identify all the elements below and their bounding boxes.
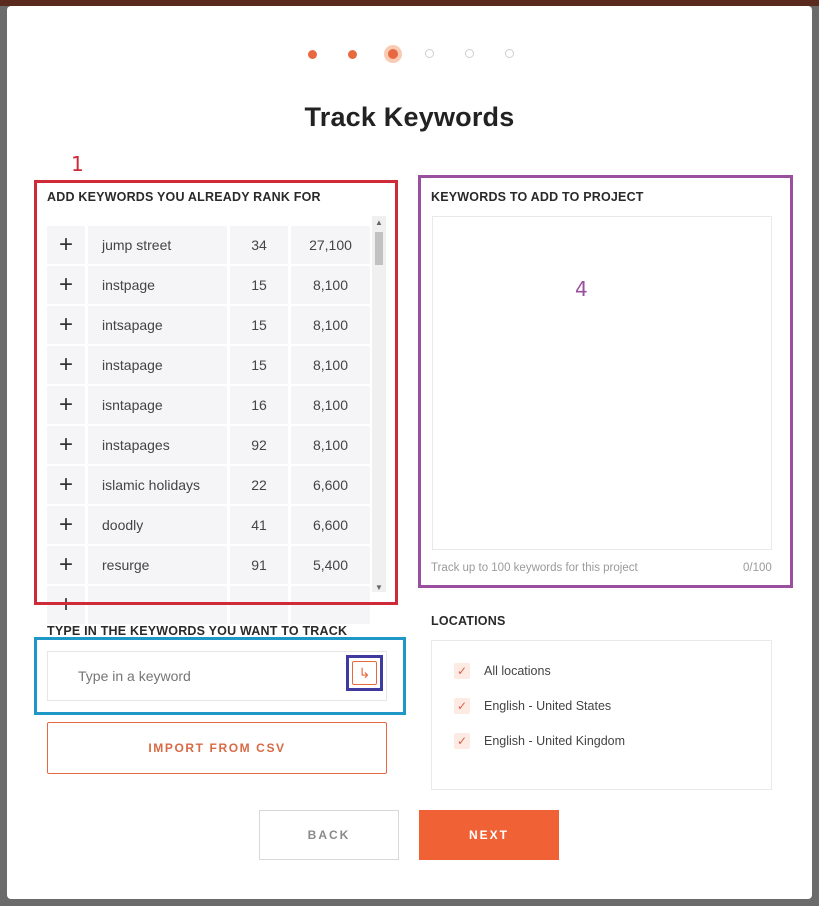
- step-dot-2[interactable]: [348, 50, 357, 59]
- keyword-rank: 15: [230, 306, 288, 344]
- annotation-1: 1: [71, 152, 84, 176]
- keyword-rank: 15: [230, 266, 288, 304]
- scroll-down-arrow-icon[interactable]: ▼: [375, 583, 383, 592]
- keyword-volume: 8,100: [291, 386, 370, 424]
- page-title: Track Keywords: [304, 102, 515, 132]
- checkbox-checked-icon[interactable]: ✓: [454, 663, 470, 679]
- keyword-text: resurge: [88, 546, 227, 584]
- add-keyword-icon[interactable]: +: [47, 586, 85, 624]
- keyword-limit-hint: Track up to 100 keywords for this project: [431, 562, 638, 574]
- keyword-rank: 91: [230, 546, 288, 584]
- step-dot-5: [465, 49, 474, 58]
- annotation-box-1: [34, 180, 398, 605]
- keyword-volume: 27,100: [291, 226, 370, 264]
- add-keyword-icon[interactable]: +: [47, 506, 85, 544]
- step-dot-3-current[interactable]: [388, 49, 398, 59]
- add-keyword-icon[interactable]: +: [47, 306, 85, 344]
- checkbox-checked-icon[interactable]: ✓: [454, 733, 470, 749]
- step-dot-1[interactable]: [308, 50, 317, 59]
- add-keyword-icon[interactable]: +: [47, 386, 85, 424]
- annotation-box-3: [346, 655, 383, 691]
- keyword-volume: 6,600: [291, 506, 370, 544]
- project-section-label: KEYWORDS TO ADD TO PROJECT: [431, 190, 644, 204]
- add-keyword-icon[interactable]: +: [47, 226, 85, 264]
- locations-panel: [431, 640, 772, 790]
- keyword-rank: 41: [230, 506, 288, 544]
- next-button[interactable]: NEXT: [419, 810, 559, 860]
- keyword-text: jump street: [88, 226, 227, 264]
- keyword-text: doodly: [88, 506, 227, 544]
- keyword-text: intsapage: [88, 306, 227, 344]
- checkbox-checked-icon[interactable]: ✓: [454, 698, 470, 714]
- keyword-volume: 8,100: [291, 426, 370, 464]
- keyword-volume: 5,400: [291, 546, 370, 584]
- add-keyword-icon[interactable]: +: [47, 466, 85, 504]
- annotation-box-4: [418, 175, 793, 588]
- rank-section-label: ADD KEYWORDS YOU ALREADY RANK FOR: [47, 190, 321, 204]
- add-keyword-icon[interactable]: +: [47, 426, 85, 464]
- keyword-rank: 34: [230, 226, 288, 264]
- keyword-rank: 92: [230, 426, 288, 464]
- keyword-volume: 8,100: [291, 306, 370, 344]
- keyword-volume: 6,600: [291, 466, 370, 504]
- keyword-volume: 8,100: [291, 266, 370, 304]
- keyword-text: islamic holidays: [88, 466, 227, 504]
- locations-label: LOCATIONS: [431, 614, 506, 628]
- back-button[interactable]: BACK: [259, 810, 399, 860]
- keyword-text: instpage: [88, 266, 227, 304]
- keyword-text: instapage: [88, 346, 227, 384]
- type-section-label: TYPE IN THE KEYWORDS YOU WANT TO TRACK: [47, 624, 348, 638]
- location-label: English - United Kingdom: [484, 734, 626, 748]
- enter-keyword-button[interactable]: ↳: [352, 661, 377, 685]
- keyword-text: instapages: [88, 426, 227, 464]
- add-keyword-icon[interactable]: +: [47, 546, 85, 584]
- keyword-rank: 15: [230, 346, 288, 384]
- keyword-rank: 16: [230, 386, 288, 424]
- keyword-volume: 8,100: [291, 346, 370, 384]
- step-dot-6: [505, 49, 514, 58]
- location-label: English - United States: [484, 699, 612, 713]
- keyword-count: 0/100: [743, 562, 772, 574]
- location-label: All locations: [484, 664, 551, 678]
- add-keyword-icon[interactable]: +: [47, 346, 85, 384]
- keyword-text: isntapage: [88, 386, 227, 424]
- import-csv-button[interactable]: IMPORT FROM CSV: [47, 722, 387, 774]
- annotation-4: 4: [575, 277, 588, 301]
- keyword-rank: 22: [230, 466, 288, 504]
- scroll-up-arrow-icon[interactable]: ▲: [375, 218, 383, 227]
- step-dot-4: [425, 49, 434, 58]
- track-keywords-modal: [7, 6, 812, 899]
- add-keyword-icon[interactable]: +: [47, 266, 85, 304]
